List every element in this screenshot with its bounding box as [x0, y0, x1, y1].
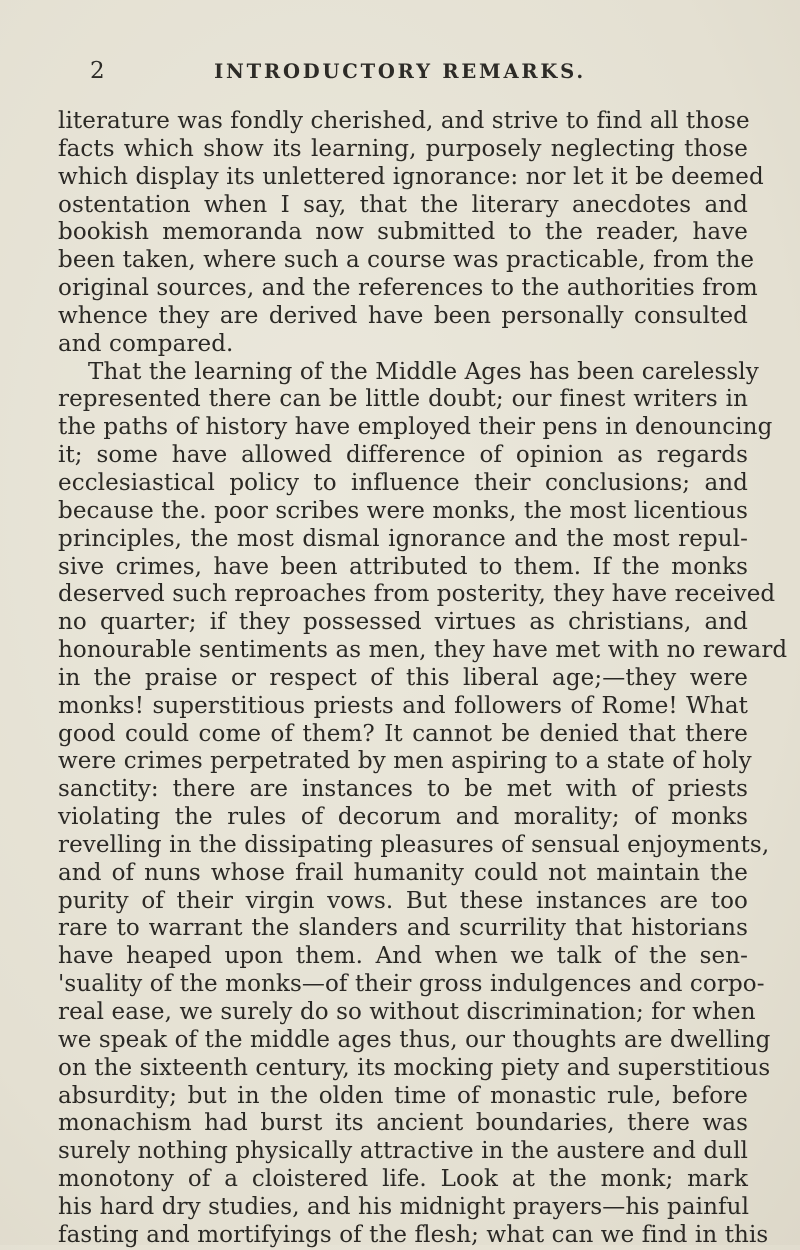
body-text — [58, 108, 788, 1250]
text-line: have heaped upon them. And when we talk of the sen- — [58, 943, 748, 970]
text-line: which display its unlettered ignorance: nor let it be deemed — [58, 163, 764, 190]
text-line: surely nothing physically attractive in the austere and dull — [58, 1138, 748, 1165]
text-line: were crimes perpetrated by men aspiring to a state of holy — [58, 748, 752, 775]
text-line: represented there can be little doubt; our finest writers in — [58, 386, 748, 413]
text-line: bookish memoranda now submitted to the reader, have — [58, 219, 748, 246]
text-line: purity of their virgin vows. But these instances are too — [58, 887, 748, 914]
text-line: sive crimes, have been attributed to them. If the monks — [58, 553, 748, 580]
text-line: and of nuns whose frail humanity could not maintain the — [58, 859, 748, 886]
page-title: INTRODUCTORY REMARKS. — [214, 60, 586, 83]
text-line: literature was fondly cherished, and strive to find all those — [58, 108, 750, 134]
text-line: no quarter; if they possessed virtues as christians, and — [58, 609, 748, 636]
running-head — [0, 58, 800, 88]
text-line: rare to warrant the slanders and scurrility that historians — [58, 915, 748, 942]
text-line: real ease, we surely do so without discrimination; for when — [58, 999, 756, 1025]
text-line: whence they are derived have been personally consulted — [58, 302, 748, 329]
text-line: good could come of them? It cannot be denied that there — [58, 720, 748, 747]
paragraph-start-line: That the learning of the Middle Ages has been carelessly — [88, 358, 759, 385]
text-line: monachism had burst its ancient boundaries, there was — [58, 1110, 748, 1137]
text-line: principles, the most dismal ignorance and the most repul- — [58, 525, 748, 552]
text-line: violating the rules of decorum and morality; of monks — [58, 804, 748, 831]
text-line: been taken, where such a course was practicable, from the — [58, 247, 755, 274]
text-line: his hard dry studies, and his midnight prayers—his painful — [58, 1193, 750, 1220]
text-line: and compared. — [58, 330, 234, 357]
text-line: fasting and mortifyings of the flesh; what can we find in this — [58, 1221, 769, 1248]
text-line: honourable sentiments as men, they have met with no reward — [58, 637, 788, 664]
text-line: in the praise or respect of this liberal age;—they were — [58, 664, 748, 691]
text-line: revelling in the dissipating pleasures of sensual enjoyments, — [58, 831, 770, 858]
text-line: monotony of a cloistered life. Look at the monk; mark — [58, 1166, 748, 1193]
text-line: the paths of history have employed their pens in denouncing — [58, 414, 773, 441]
text-line: it; some have allowed difference of opinion as regards — [58, 442, 748, 469]
text-line: facts which show its learning, purposely neglecting those — [58, 135, 748, 162]
text-line: on the sixteenth century, its mocking piety and superstitious — [58, 1054, 771, 1081]
text-line: original sources, and the references to the authorities from — [58, 275, 758, 302]
text-line: ecclesiastical policy to influence their conclusions; and — [58, 469, 748, 496]
text-line: deserved such reproaches from posterity, they have received — [58, 581, 776, 608]
text-line: absurdity; but in the olden time of monastic rule, before — [58, 1082, 748, 1109]
text-line: because the. poor scribes were monks, the most licentious — [58, 497, 748, 524]
text-line: 'suality of the monks—of their gross indulgences and corpo- — [58, 971, 765, 998]
text-line: ostentation when I say, that the literary anecdotes and — [58, 191, 748, 218]
text-line: we speak of the middle ages thus, our thoughts are dwelling — [58, 1026, 771, 1053]
page-number: 2 — [90, 58, 105, 84]
text-line: sanctity: there are instances to be met with of priests — [58, 776, 748, 803]
text-line: monks! superstitious priests and followers of Rome! What — [58, 692, 748, 719]
